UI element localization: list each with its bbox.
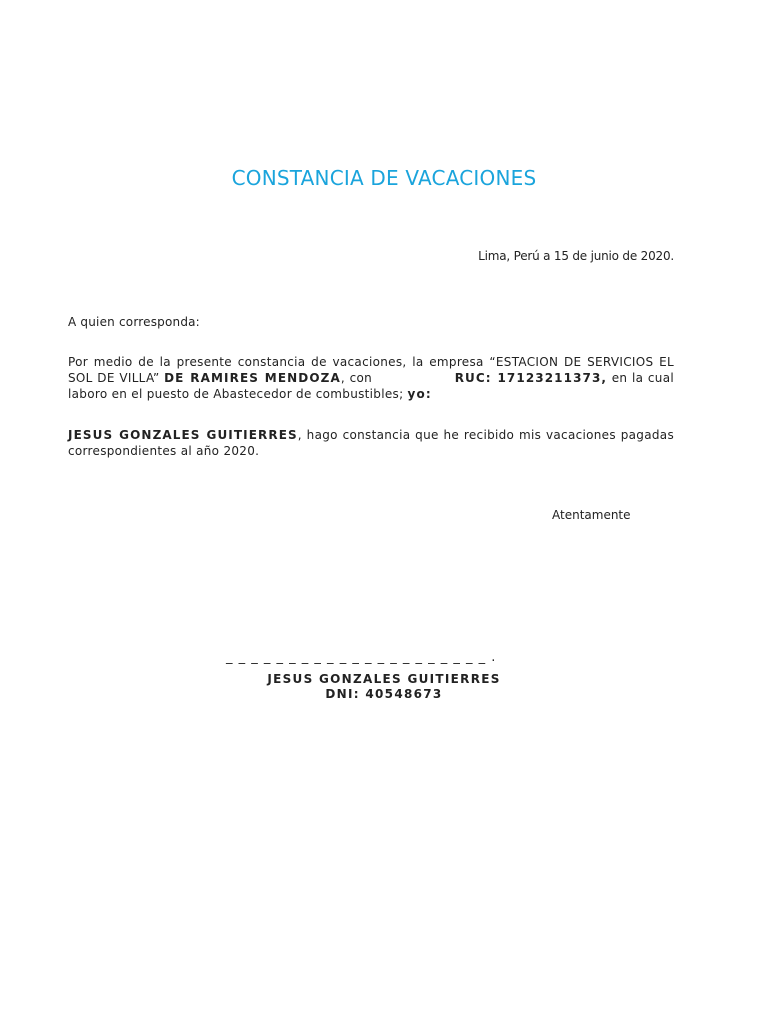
paragraph-employee-text: , hago constancia que he recibido mis vacaciones pagadas correspondientes al año 2020. [68,428,674,458]
ruc-number: RUC: 17123211373, [454,371,608,385]
paragraph-company-text-a: Por medio de la presente constancia de vacaciones, la empresa “ESTACION DE SERVICIOS EL SOL DE VILLA” [68,355,674,385]
owner-name: DE RAMIRES MENDOZA [164,371,341,385]
salutation: A quien corresponda: [68,315,200,329]
document-title: CONSTANCIA DE VACACIONES [231,166,537,190]
paragraph-company [68,354,674,402]
signature-dni: DNI: 40548673 [325,687,443,701]
paragraph-company-text-c: en la cual laboro en el puesto de Abastecedor de combustibles; [68,371,674,401]
employee-name: JESUS GONZALES GUITIERRES [68,428,298,442]
closing: Atentamente [552,508,631,522]
date-line: Lima, Perú a 15 de junio de 2020. [478,249,674,263]
signature-line: _ _ _ _ _ _ _ _ _ _ _ _ _ _ _ _ _ _ _ _ _ . [226,650,497,665]
paragraph-company-text-b: , con [340,371,373,385]
signature-name: JESUS GONZALES GUITIERRES [267,672,501,686]
paragraph-employee [68,427,674,459]
yo-label: yo: [407,387,432,401]
